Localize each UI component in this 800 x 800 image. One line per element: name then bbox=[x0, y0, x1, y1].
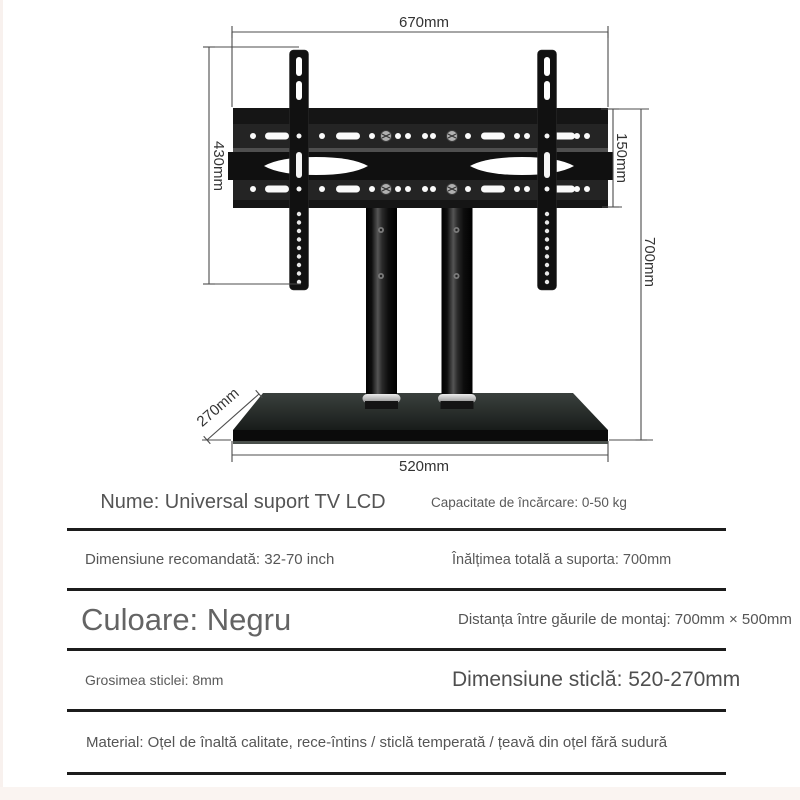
dim-total-height-label: 700mm bbox=[641, 236, 658, 288]
dim-top-width-label: 670mm bbox=[398, 14, 450, 31]
spec-table bbox=[67, 476, 792, 775]
right-rail bbox=[538, 50, 557, 290]
spec-product-name: Nume: Universal suport TV LCD bbox=[100, 490, 386, 513]
dim-base-depth-label: 270mm bbox=[193, 384, 243, 431]
dim-base-width-label: 520mm bbox=[398, 458, 450, 475]
spec-glass-thickness: Grosimea sticlei: 8mm bbox=[85, 672, 224, 688]
spec-recommended-size: Dimensiune recomandată: 32-70 inch bbox=[85, 551, 335, 568]
dim-bracket-height-label: 430mm bbox=[210, 140, 227, 192]
spec-load-capacity: Capacitate de încărcare: 0-50 kg bbox=[431, 494, 627, 510]
left-rail bbox=[290, 50, 309, 290]
left-pole bbox=[363, 208, 401, 409]
spec-total-height: Înălțimea totală a suporta: 700mm bbox=[452, 551, 672, 568]
glass-base bbox=[233, 393, 608, 444]
spec-row-color bbox=[67, 591, 792, 651]
right-pole bbox=[438, 208, 476, 409]
spec-glass-dimension: Dimensiune sticlă: 520-270mm bbox=[452, 668, 741, 691]
dim-plate-height-label: 150mm bbox=[613, 132, 630, 184]
spec-row-material bbox=[67, 712, 726, 775]
spec-color: Culoare: Negru bbox=[81, 601, 292, 637]
spec-mounting-hole-distance: Distanța între găurile de montaj: 700mm × 500mm bbox=[458, 611, 792, 628]
bottom-edge-strip bbox=[0, 787, 800, 800]
spec-row-size bbox=[67, 531, 726, 591]
spec-row-glass bbox=[67, 651, 741, 712]
spec-row-name bbox=[67, 476, 726, 531]
spec-material: Material: Oțel de înaltă calitate, rece-întins / sticlă temperată / țeavă din oțel fără sudură bbox=[86, 733, 668, 751]
